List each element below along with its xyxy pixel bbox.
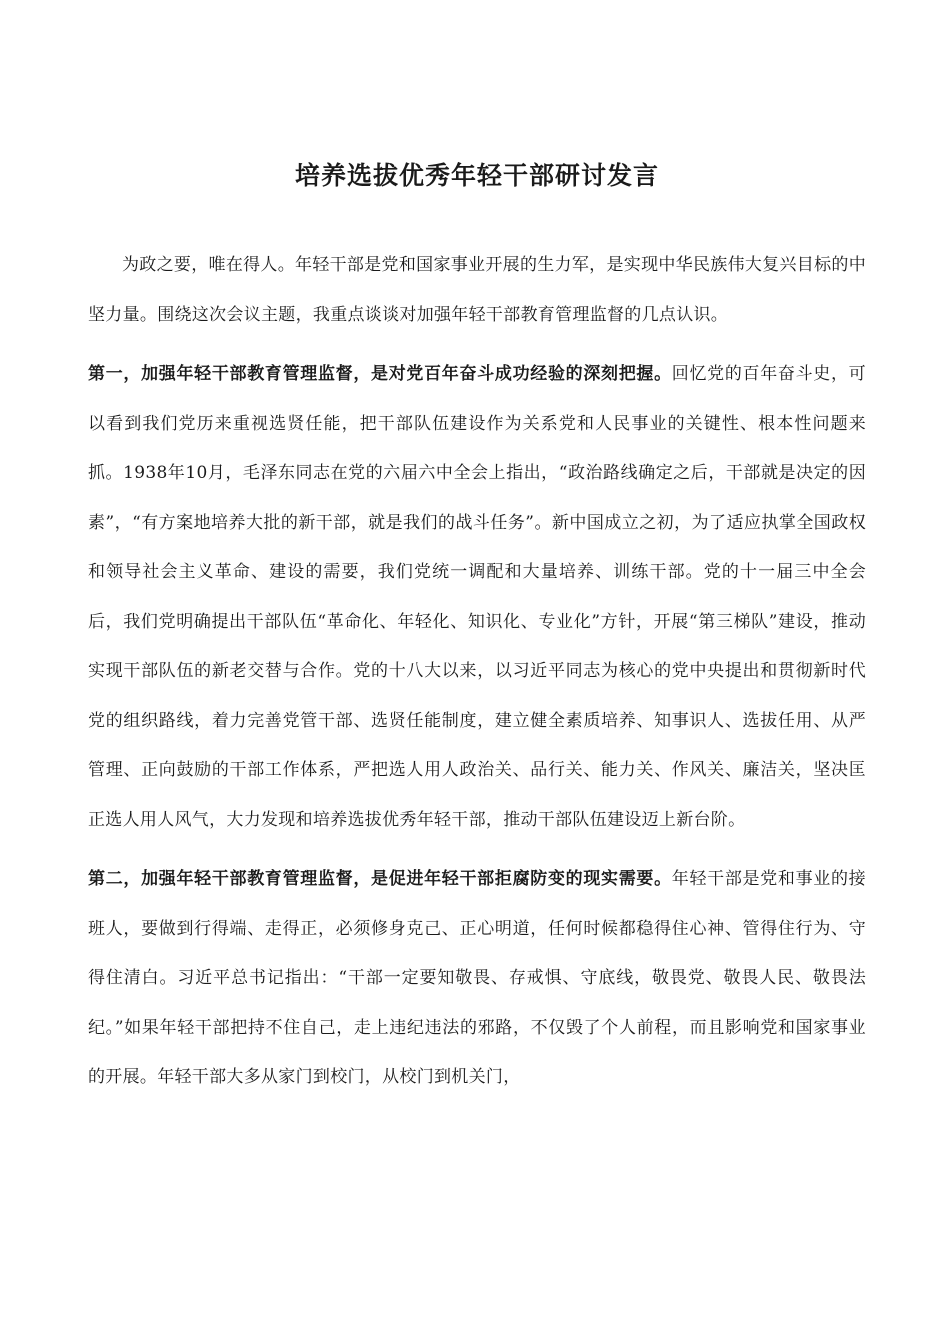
paragraph-text: 年轻干部是党和事业的接班人，要做到行得端、走得正，必须修身克己、正心明道，任何时候都稳得住心神、管得住行为、守得住清白。习近平总书记指出：“干部一定要知敬畏、存戒惧、守底线，敬畏党、敬畏人民、敬畏法纪。”如果年轻干部把持不住自己，走上违纪违法的邪路，不仅毁了个人前程，而且影响党和国家事业的开展。年轻干部大多从家门到校门，从校门到机关门， xyxy=(88,869,866,1087)
paragraph-point-two xyxy=(88,855,866,1103)
paragraph-text: 为政之要，唯在得人。年轻干部是党和国家事业开展的生力军，是实现中华民族伟大复兴目标的中坚力量。围绕这次会议主题，我重点谈谈对加强年轻干部教育管理监督的几点认识。 xyxy=(88,255,866,325)
paragraph-point-one xyxy=(88,350,866,845)
page-title: 培养选拔优秀年轻干部研讨发言 xyxy=(294,161,659,190)
paragraph-text: 回忆党的百年奋斗史，可以看到我们党历来重视选贤任能，把干部队伍建设作为关系党和人民事业的关键性、根本性问题来抓。1938年10月，毛泽东同志在党的六届六中全会上指出，“政治路线确定之后，干部就是决定的因素”，“有方案地培养大批的新干部，就是我们的战斗任务”。新中国成立之初，为了适应执掌全国政权和领导社会主义革命、建设的需要，我们党统一调配和大量培养、训练干部。党的十一届三中全会后，我们党明确提出干部队伍“革命化、年轻化、知识化、专业化”方针，开展“第三梯队”建设，推动实现干部队伍的新老交替与合作。党的十八大以来，以习近平同志为核心的党中央提出和贯彻新时代党的组织路线，着力完善党管干部、选贤任能制度，建立健全素质培养、知事识人、选拔任用、从严管理、正向鼓励的干部工作体系，严把选人用人政治关、品行关、能力关、作风关、廉洁关，坚决匡正选人用人风气，大力发现和培养选拔优秀年轻干部，推动干部队伍建设迈上新台阶。 xyxy=(88,364,866,830)
paragraph-lead-heading: 第一，加强年轻干部教育管理监督，是对党百年奋斗成功经验的深刻把握。 xyxy=(88,364,672,384)
paragraph-lead-heading: 第二，加强年轻干部教育管理监督，是促进年轻干部拒腐防变的现实需要。 xyxy=(88,869,672,889)
paragraph-intro xyxy=(88,241,866,340)
